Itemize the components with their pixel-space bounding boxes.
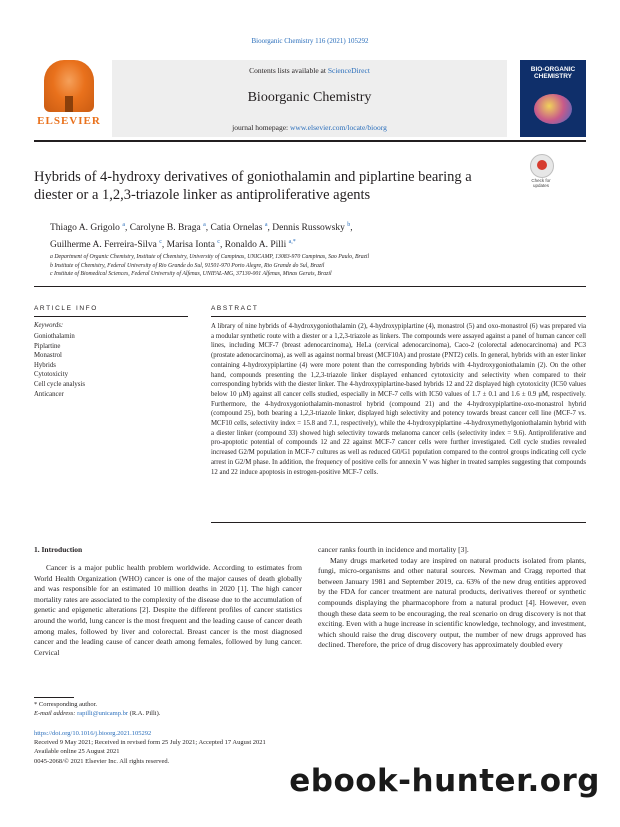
paragraph: cancer ranks fourth in incidence and mortality [3].: [318, 545, 469, 554]
keyword: Monastrol: [34, 352, 62, 360]
email-link[interactable]: rapilli@unicamp.br: [77, 710, 129, 717]
watermark: ebook-hunter.org: [289, 763, 600, 799]
journal-masthead: [112, 60, 507, 137]
check-for-updates-button[interactable]: [524, 154, 558, 190]
article-title: Hybrids of 4-hydroxy derivatives of goniothalamin and piplartine bearing a diester or a 1,2,3-triazole linker as antiproliferative agents: [34, 169, 472, 203]
author[interactable]: Guilherme A. Ferreira-Silva $^c$: [50, 239, 162, 251]
sciencedirect-link[interactable]: ScienceDirect: [327, 66, 370, 75]
check-updates-icon: [530, 154, 554, 178]
journal-reference[interactable]: Bioorganic Chemistry 116 (2021) 105292: [251, 37, 369, 45]
author[interactable]: Dennis Russowsky $^b$: [272, 222, 351, 234]
author[interactable]: Marisa Ionta $^c$: [166, 239, 220, 251]
keyword: Piplartine: [34, 342, 61, 350]
article-info-heading: ARTICLE INFO: [34, 305, 98, 312]
journal-homepage: journal homepage: www.elsevier.com/locate/bioorg: [232, 123, 387, 132]
abstract-text: A library of nine hybrids of 4-hydroxygoniothalamin (2), 4-hydroxypiplartine (4), monastrol (5) and oxo-monastrol (6) was prepared via a modular synthetic route with a diester or a 1,2,3-triazole as linkers. The compounds were assayed against a panel of human cancer cell lines, including MCF-7 (breast adenocarcinoma), HeLa (cervical adenocarcinoma), Caco-2 (colorectal adenocarcinoma) and PC3 (prostate adenocarcinoma), as well as against normal breast (MCF10A) and prostate (PNT2) cells. In general, hybrids with an ester linker containing 4-hydroxypiplartine (4) were more potent than the corresponding hybrids with 4-hydroxygoniothalamin (2). On the other hand, compounds presenting the 1,2,3-triazole linker displayed enhanced cytotoxicity and selectivity when compared to their corresponding hybrids with the diester linker. The 4-hydroxypiplartine-based hybrids 12 and 22 displayed high cytotoxicity (IC50 values below 10 μM) against all cancer cells studied, especially in MCF-7 cells with IC50 values of 1.7 ± 0.1 and 1.6 ± 0.9 μM, respectively. Furthermore, the 4-hydroxygoniothalamin-monastrol hybrid (compound 21) and the 4-hydroxypiplartine-oxo-monastrol hybrid (compound 25), both bearing a 1,2,3-triazole linker, displayed high selectivity and potency towards breast cancer cell line (MCF-7 vs. MCF10 cells, selectivity index = 15.8 and 7.1, respectively), while the 4-hydroxypiplartine -4-hydroxymethylgoniothalamin hybrid with a diester linker (compound 33) showed high selectivity towards melanoma cancer cells (selectivity index = 9.6). Antiproliferative and pro-apoptotic potential of compounds 12 and 22 against MCF-7 cancer cells were further investigated. Cell cycle studies revealed increased G2/M population in MCF-7 cultures as well as reduced G0/G1 population compared to the control groups indicating cell cycle arrest in G2/M phase. In addition, the frequency of positive cells for annexin V was higher in treated samples suggesting that compounds 12 and 22 induce apoptosis in estrogen-positive MCF-7 cells.: [211, 323, 586, 476]
author[interactable]: Ronaldo A. Pilli $^{a,*}$: [224, 239, 296, 251]
received-dates: Received 9 May 2021; Received in revised form 25 July 2021; Accepted 17 August 2021: [34, 739, 266, 747]
homepage-link[interactable]: www.elsevier.com/locate/bioorg: [290, 123, 387, 132]
keyword-list: [34, 332, 184, 399]
journal-name: Bioorganic Chemistry: [247, 90, 372, 105]
elsevier-logo: [34, 60, 104, 130]
check-updates-label: Check for updates: [531, 178, 551, 188]
affiliation: c Institute of Biomedical Sciences, Federal University of Alfenas, UNIFAL-MG, 37130-001 Alfenas, Minas Gerais, Brazil: [50, 271, 332, 277]
cover-title: BIO-ORGANIC CHEMISTRY: [530, 66, 576, 81]
elsevier-wordmark: ELSEVIER: [37, 115, 101, 127]
author[interactable]: Catia Ornelas $^a$: [210, 222, 268, 234]
publication-info: [34, 729, 354, 766]
section-divider: [34, 286, 586, 287]
affiliation: b Institute of Chemistry, Federal University of Rio Grande do Sul, 91501-970 Porto Alegre, Rio Grande do Sul, Brazil: [50, 262, 325, 269]
copyright: 0045-2068/© 2021 Elsevier Inc. All rights reserved.: [34, 757, 170, 765]
author[interactable]: Thiago A. Grigolo $^a$: [50, 222, 125, 234]
keyword: Anticancer: [34, 390, 64, 398]
available-online: Available online 25 August 2021: [34, 748, 120, 756]
affiliation: a Department of Organic Chemistry, Institute of Chemistry, University of Campinas, UNICAMP, 13083-970 Campinas, Sao Paulo, Brazil: [50, 254, 370, 260]
corresponding-author-footnote: * Corresponding author. E-mail address: rapilli@unicamp.br (R.A. Pilli).: [34, 701, 161, 717]
introduction-heading: 1. Introduction: [34, 545, 83, 554]
keyword: Goniothalamin: [34, 333, 75, 340]
contents-line: Contents lists available at ScienceDirect: [249, 66, 370, 75]
introduction-column-left: [34, 563, 302, 658]
cover-artwork: [534, 94, 572, 124]
keyword: Cytotoxicity: [34, 371, 68, 379]
header-divider: [34, 140, 586, 142]
affiliations: [50, 253, 570, 279]
paragraph: Cancer is a major public health problem worldwide. According to estimates from World Health Organization (WHO) cancer is one of the major causes of death globally and was responsible for an estimated 10 million deaths in 2020 [1]. The high cancer mortality rates are associated to the complexity of the disease due to the accumulation of genetic and epigenetic alterations [2]. Despite the different profiles of cancer statistics around the world, lung cancer is the most frequent and the leading cause of cancer death among males, followed by liver and colorectal. Breast cancer is the most diagnosed cancer and the leading cause of cancer death among females, followed by lung cancer. Cervical: [34, 563, 302, 657]
keyword: Hybrids: [34, 361, 56, 369]
doi-link[interactable]: https://doi.org/10.1016/j.bioorg.2021.105292: [34, 730, 152, 737]
paragraph: Many drugs marketed today are inspired on natural products isolated from plants, fungi, micro-organisms and other natural sources. Newman and Cragg reported that between January 1981 and September 2019, ca. 63% of the new drug entities approved by the FDA for cancer treatment are natural products, derivatives thereof or synthetic compounds displaying the pharmacophore from a natural product [4]. However, even though these data seem to be encouraging, the real scenario on drug discovery is not that exciting. Even with a huge increase in scientific knowledge, technology, and investment, which should raise the drug discovery output, the number of new drugs approved has declined. Therefore, the price of drug discovery has approximately doubled every: [318, 555, 586, 650]
author[interactable]: Carolyne B. Braga $^a$: [129, 222, 206, 234]
author-list: Thiago A. Grigolo $^a$, Carolyne B. Braga $^a$, Catia Ornelas $^a$, Dennis Russowsky $^b$, Guilherme A. Ferreira-Silva $^c$, Marisa Ionta $^c$, Ronaldo A. Pilli $^{a,*}$: [50, 222, 353, 251]
abstract-heading: ABSTRACT: [211, 305, 259, 312]
journal-cover-image[interactable]: [520, 60, 586, 137]
introduction-column-right: [318, 545, 586, 651]
keyword: Cell cycle analysis: [34, 380, 85, 388]
keywords-label: Keywords:: [34, 322, 64, 329]
